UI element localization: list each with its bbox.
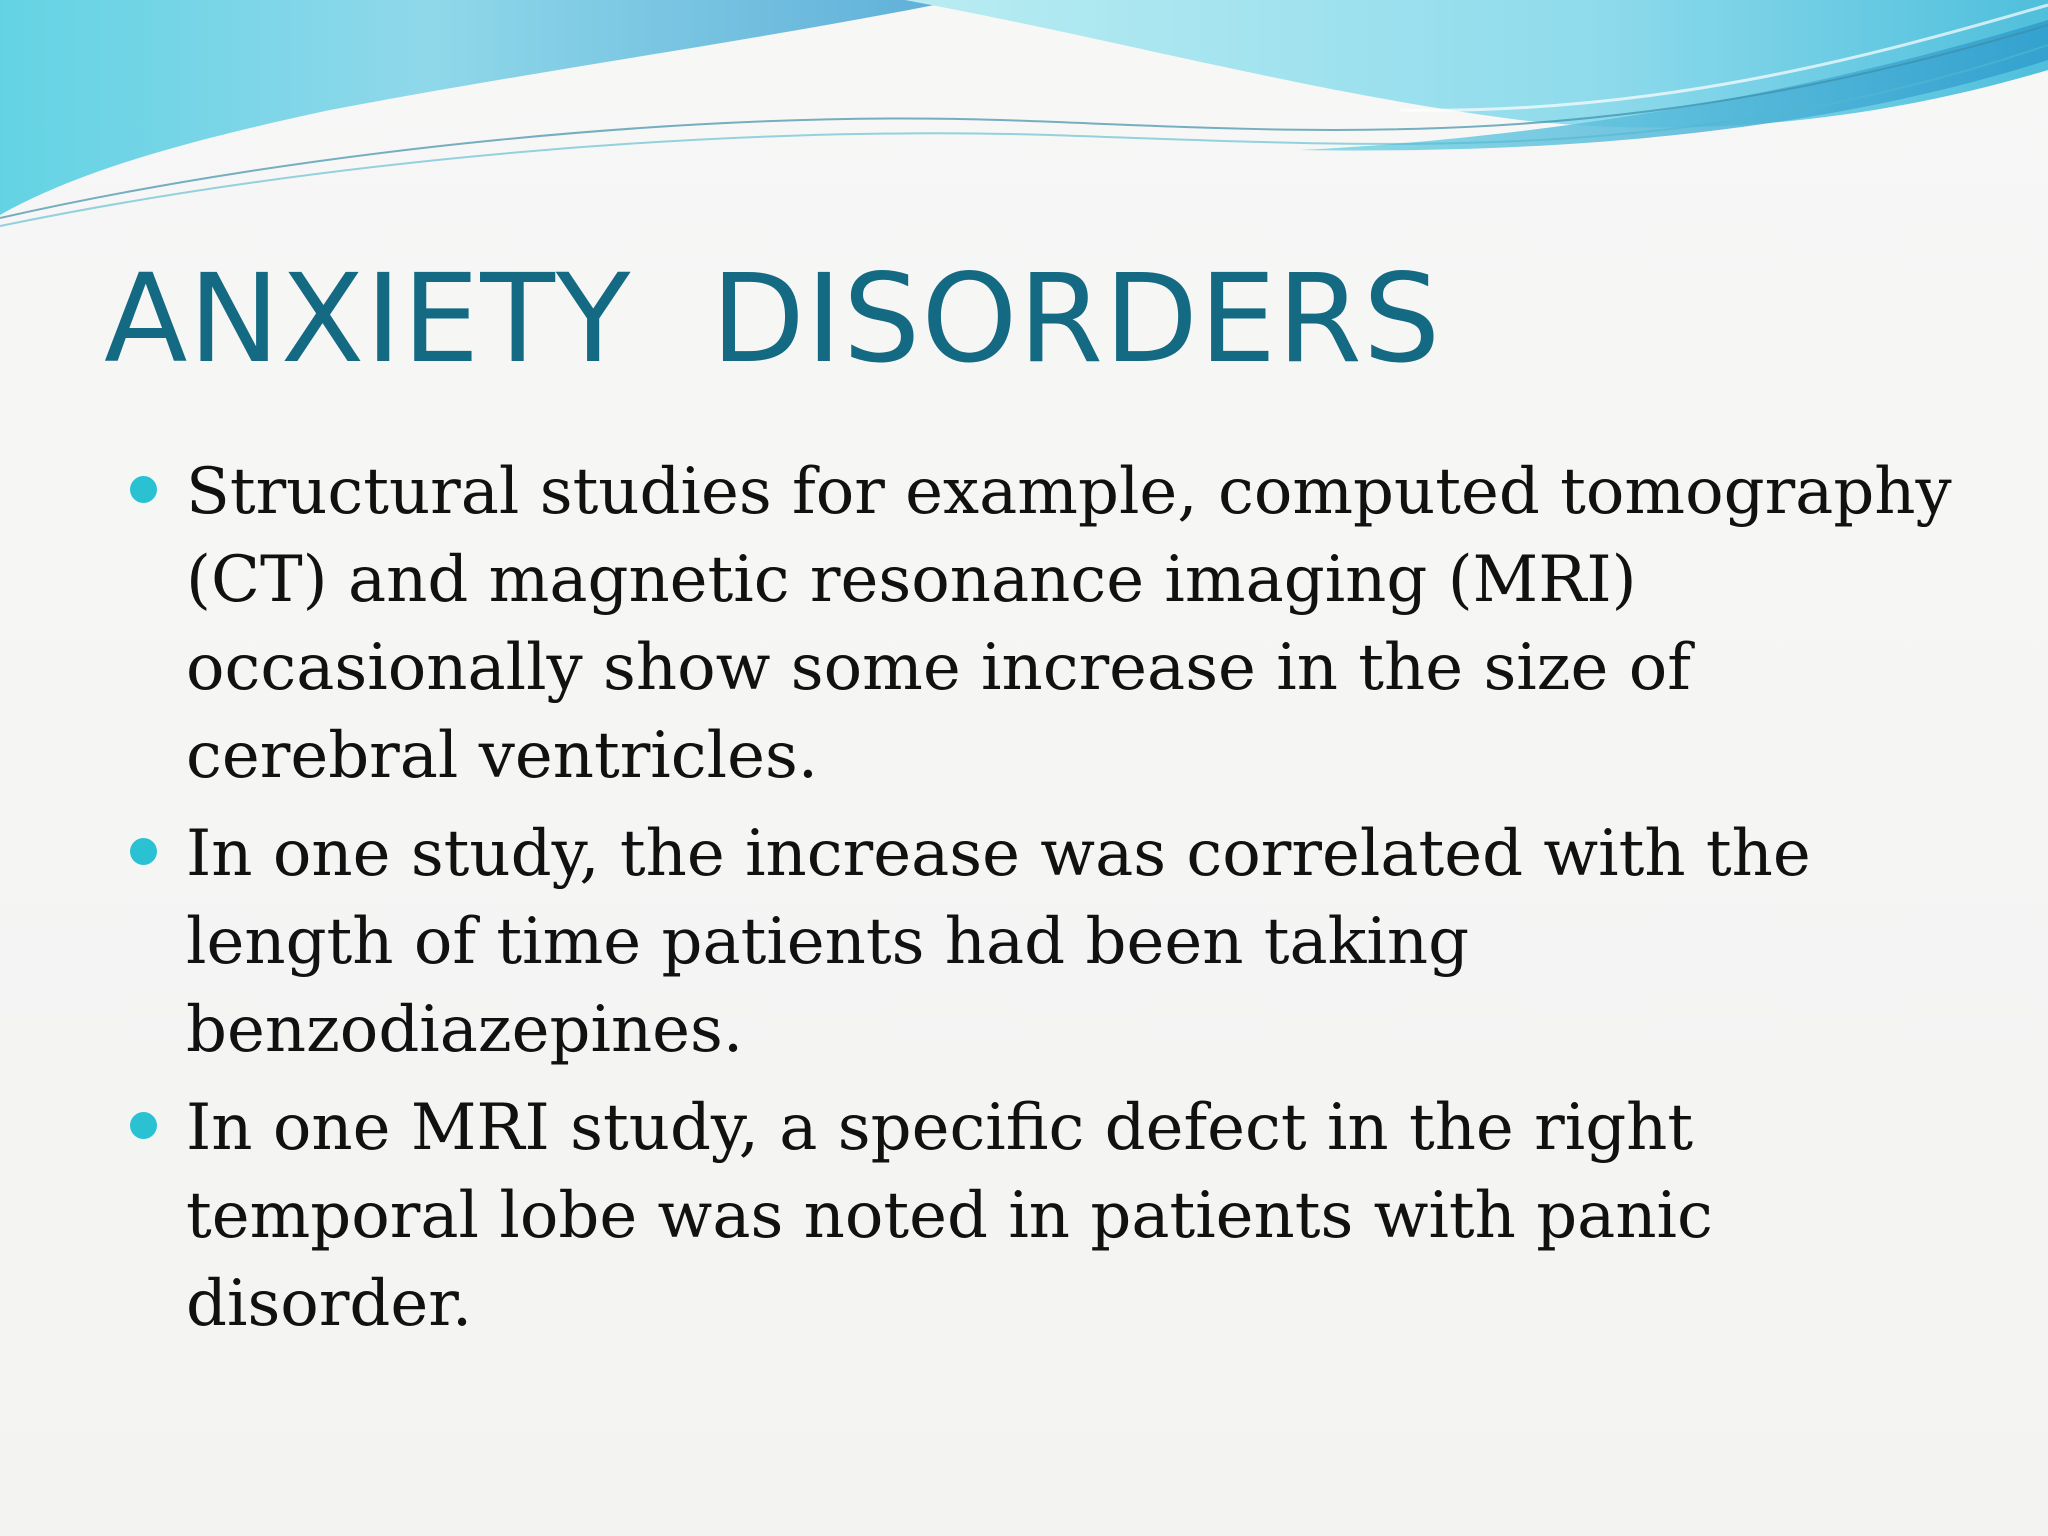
bullet-text: In one study, the increase was correlated with the length of time patients had been taking benzodiazepines. <box>186 817 1811 1067</box>
header-wave-decoration <box>0 0 2048 240</box>
bullet-dot-icon <box>130 838 157 865</box>
bullet-text: Structural studies for example, computed tomography (CT) and magnetic resonance imaging (MRI) occasionally show some increase in the size of cerebral ventricles. <box>186 455 1952 793</box>
bullet-item <box>0 810 2048 1074</box>
bullet-dot-icon <box>130 1112 157 1139</box>
bullet-dot-icon <box>130 476 157 503</box>
bullet-item <box>0 1084 2048 1348</box>
slide-title: ANXIETY DISORDERS <box>104 248 1442 390</box>
bullet-list <box>0 448 2048 1358</box>
bullet-item <box>0 448 2048 800</box>
bullet-text: In one MRI study, a specific defect in the right temporal lobe was noted in patients with panic disorder. <box>186 1091 1713 1341</box>
